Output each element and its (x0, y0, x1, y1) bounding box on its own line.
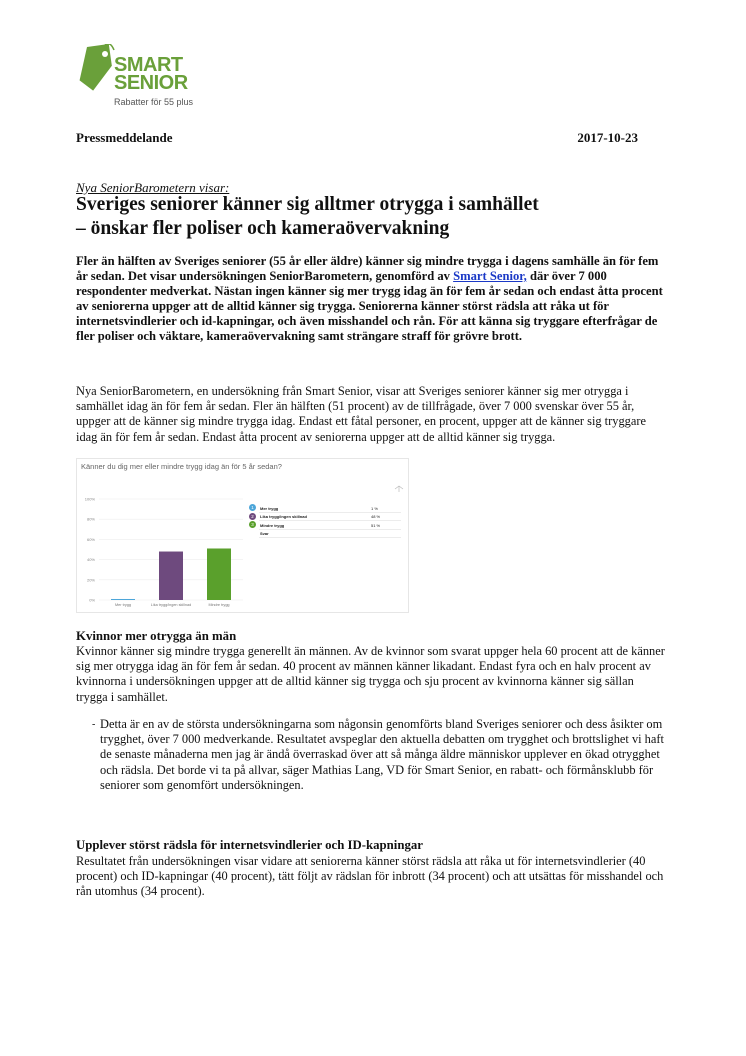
lead-paragraph (76, 254, 668, 343)
legend-row (249, 521, 401, 530)
logo-word-smart: SMART (114, 54, 183, 76)
legend-label: Svar (260, 531, 269, 536)
quote-dash: - (92, 719, 96, 730)
bar (111, 599, 135, 600)
survey-chart (76, 458, 409, 613)
legend-value: 1 % (371, 505, 378, 511)
y-tick-label: 80% (86, 516, 95, 522)
body-paragraph-2: Kvinnor känner sig mindre trygga generellt än männen. Av de kvinnor som svarat uppger hela 60 procent att de känner sig mer otrygga idag än för fem år sedan. 40 procent av männen känner likadant. Endast fyra och en halv procent av kvinnorna i undersökningen uppger att de alltid känner sig trygga och sju procent av kvinnorna känner sig sällan trygga i samhället. (76, 644, 665, 704)
x-tick-label: Mindre trygg (208, 603, 230, 607)
y-tick-label: 100% (84, 496, 95, 502)
y-tick-label: 20% (86, 577, 95, 583)
subheading-women: Kvinnor mer otrygga än män (76, 629, 237, 643)
lead-part-1: Fler än hälften av Sveriges seniorer (55 år eller äldre) känner sig mindre trygga i dagens samhälle än för fem år sedan. Det visar undersökningen SeniorBarometern, genomförd av (76, 254, 659, 283)
y-tick-label: 40% (86, 557, 95, 563)
title-line-1: Sveriges seniorer känner sig alltmer otrygga i samhället (76, 194, 539, 215)
chart-legend (249, 504, 401, 538)
logo-word-senior: SENIOR (114, 72, 188, 94)
legend-label: Lika trygg/ingen skillnad (260, 514, 307, 519)
legend-value: 48 % (371, 514, 381, 519)
legend-label: Mer trygg (260, 505, 279, 511)
bar (159, 552, 183, 600)
chart-title: Känner du dig mer eller mindre trygg idag än för 5 år sedan? (81, 462, 282, 471)
subheading-fears: Upplever störst rädsla för internetsvindlerier och ID-kapningar (76, 838, 423, 852)
legend-row (249, 513, 401, 522)
smart-senior-logo (76, 44, 206, 114)
y-tick-label: 0% (89, 597, 95, 603)
lead-part-2: där över 7 000 respondenter medverkat. Nästan ingen känner sig mer trygg idag än för fem år sedan och endast åtta procent av seniorerna uppger att de alltid känner sig trygga. Seniorerna känner störst rädsla att råka ut för internetsvindlerier och id-kapningar, och även misshandel och rån. För att känna sig tryggare efterfrågar de fler poliser och väktare, kameraövervakning samt strängare straff för grövre brott. (76, 268, 663, 343)
export-icon (395, 486, 403, 492)
legend-row (249, 530, 401, 539)
legend-row (249, 504, 401, 513)
x-tick-label: Lika trygg/ingen skillnad (150, 603, 192, 607)
legend-marker: 1 (249, 504, 256, 511)
logo-tagline: Rabatter för 55 plus (114, 97, 194, 107)
title-line-2: – önskar fler poliser och kameraövervakning (76, 218, 450, 239)
body-paragraph-3: Resultatet från undersökningen visar vidare att seniorerna känner störst rädsla att råka ut för internetsvindlerier (40 procent) och ID-kapningar (40 procent), tätt följt av rädslan för inbrott (34 procent) och att utsättas för misshandel och rån utomhus (34 procent). (76, 854, 664, 899)
body-paragraph-1: Nya SeniorBarometern, en undersökning från Smart Senior, visar att Sveriges seniorer känner sig mer otrygga i samhället idag än för fem år sedan. Fler än hälften (51 procent) av de tillfrågade, över 7 000 svenskar över 55 år, uppger att de känner sig mindre trygga idag. Endast ett fåtal personer, en procent, uppger att de känner sig tryggare idag än för fem år sedan. Endast åtta procent av seniorerna uppger att de alltid känner sig trygga. (76, 384, 646, 444)
quote-paragraph: Detta är en av de största undersökningarna som någonsin genomförts bland Sveriges seniorer och dess åsikter om trygghet, över 7 000 medverkande. Resultatet avspeglar den aktuella debatten om trygghet och brottslighet vi haft de senaste månaderna men jag är ändå överraskad över att så många äldre människor upplever en ökad otrygghet och rädsla. Det borde vi ta på allvar, säger Mathias Lang, VD för Smart Senior, en rabatt- och förmånsklubb för seniorer som genomfört undersökningen. (100, 717, 664, 792)
legend-marker: 2 (249, 513, 256, 520)
page-title (76, 193, 656, 241)
x-tick-label: Mer trygg (114, 603, 132, 607)
press-header (76, 130, 638, 146)
kicker: Nya SeniorBarometern visar: (76, 180, 230, 195)
legend-value: 51 % (371, 522, 381, 528)
smart-senior-link[interactable]: Smart Senior, (453, 268, 527, 283)
press-release-label: Pressmeddelande (76, 130, 173, 145)
release-date: 2017-10-23 (577, 130, 638, 145)
legend-divider (259, 537, 401, 538)
y-tick-label: 60% (86, 536, 95, 542)
bar (207, 548, 231, 600)
price-tag-icon (76, 44, 116, 92)
legend-marker: 3 (249, 521, 256, 528)
legend-label: Mindre trygg (260, 522, 285, 528)
